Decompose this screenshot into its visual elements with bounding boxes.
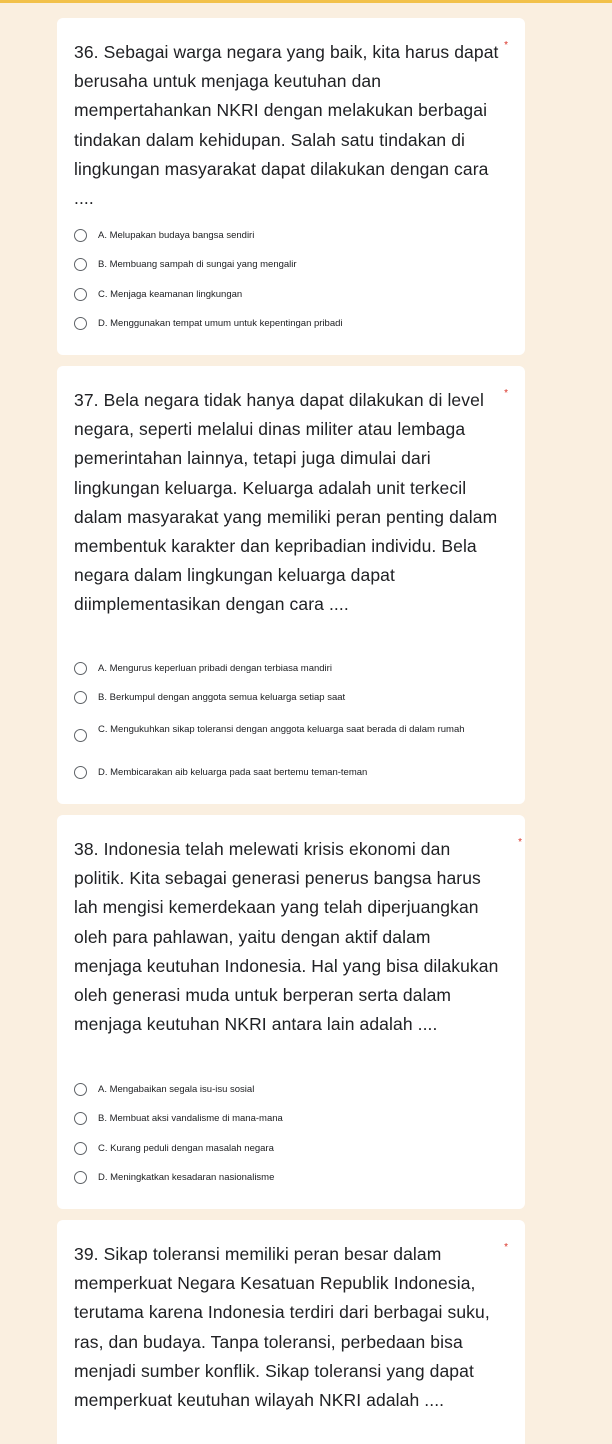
option-label: B. Membuat aksi vandalisme di mana-mana bbox=[98, 1113, 283, 1124]
option-label: C. Menjaga keamanan lingkungan bbox=[98, 289, 243, 300]
question-title: 36. Sebagai warga negara yang baik, kita harus dapat berusaha untuk menjaga keutuhan dan mempertahankan NKRI dengan melakukan berbagai tindakan dalam kehidupan. Salah satu tindakan di lingkungan masyarakat dapat dilakukan dengan cara .... bbox=[74, 42, 499, 209]
required-asterisk: * bbox=[518, 837, 522, 848]
option-label: A. Mengabaikan segala isu-isu sosial bbox=[98, 1084, 255, 1095]
option-label: C. Kurang peduli dengan masalah negara bbox=[98, 1143, 274, 1154]
question-card-39 bbox=[57, 1220, 525, 1444]
required-asterisk: * bbox=[504, 388, 508, 399]
radio-button[interactable] bbox=[74, 258, 87, 271]
radio-button[interactable] bbox=[74, 1171, 87, 1184]
accent-bar bbox=[0, 0, 612, 3]
option-label: D. Membicarakan aib keluarga pada saat bertemu teman-teman bbox=[98, 767, 368, 778]
question-card-37 bbox=[57, 366, 525, 804]
radio-button[interactable] bbox=[74, 1112, 87, 1125]
question-card-36 bbox=[57, 18, 525, 355]
radio-button[interactable] bbox=[74, 691, 87, 704]
radio-button[interactable] bbox=[74, 317, 87, 330]
option-label: D. Menggunakan tempat umum untuk kepentingan pribadi bbox=[98, 318, 343, 329]
question-title: 39. Sikap toleransi memiliki peran besar dalam memperkuat Negara Kesatuan Republik Indonesia, terutama karena Indonesia terdiri dari berbagai suku, ras, dan budaya. Tanpa toleransi, perbedaan bisa menjadi sumber konflik. Sikap toleransi yang dapat memperkuat keutuhan wilayah NKRI adalah .... bbox=[74, 1244, 490, 1411]
radio-button[interactable] bbox=[74, 229, 87, 242]
option-label: B. Berkumpul dengan anggota semua keluarga setiap saat bbox=[98, 692, 346, 703]
radio-button[interactable] bbox=[74, 1142, 87, 1155]
option-label: A. Melupakan budaya bangsa sendiri bbox=[98, 230, 255, 241]
radio-button[interactable] bbox=[74, 288, 87, 301]
question-title: 38. Indonesia telah melewati krisis ekonomi dan politik. Kita sebagai generasi penerus bangsa harus lah mengisi kemerdekaan yang telah diperjuangkan oleh para pahlawan, yaitu dengan aktif dalam menjaga keutuhan Indonesia. Hal yang bisa dilakukan oleh generasi muda untuk berperan serta dalam menjaga keutuhan NKRI antara lain adalah .... bbox=[74, 839, 499, 1035]
option-label: A. Mengurus keperluan pribadi dengan terbiasa mandiri bbox=[98, 663, 332, 674]
question-title: 37. Bela negara tidak hanya dapat dilakukan di level negara, seperti melalui dinas militer atau lembaga pemerintahan lainnya, tetapi juga dimulai dari lingkungan keluarga. Keluarga adalah unit terkecil dalam masyarakat yang memiliki peran penting dalam membentuk karakter dan kepribadian individu. Bela negara dalam lingkungan keluarga dapat diimplementasikan dengan cara .... bbox=[74, 390, 498, 615]
required-asterisk: * bbox=[504, 1242, 508, 1253]
radio-button[interactable] bbox=[74, 1083, 87, 1096]
option-label: B. Membuang sampah di sungai yang mengalir bbox=[98, 259, 297, 270]
radio-button[interactable] bbox=[74, 662, 87, 675]
radio-button[interactable] bbox=[74, 729, 87, 742]
required-asterisk: * bbox=[504, 40, 508, 51]
option-label: C. Mengukuhkan sikap toleransi dengan anggota keluarga saat berada di dalam rumah bbox=[98, 724, 465, 735]
question-card-38 bbox=[57, 815, 525, 1209]
radio-button[interactable] bbox=[74, 766, 87, 779]
option-label: D. Meningkatkan kesadaran nasionalisme bbox=[98, 1172, 275, 1183]
